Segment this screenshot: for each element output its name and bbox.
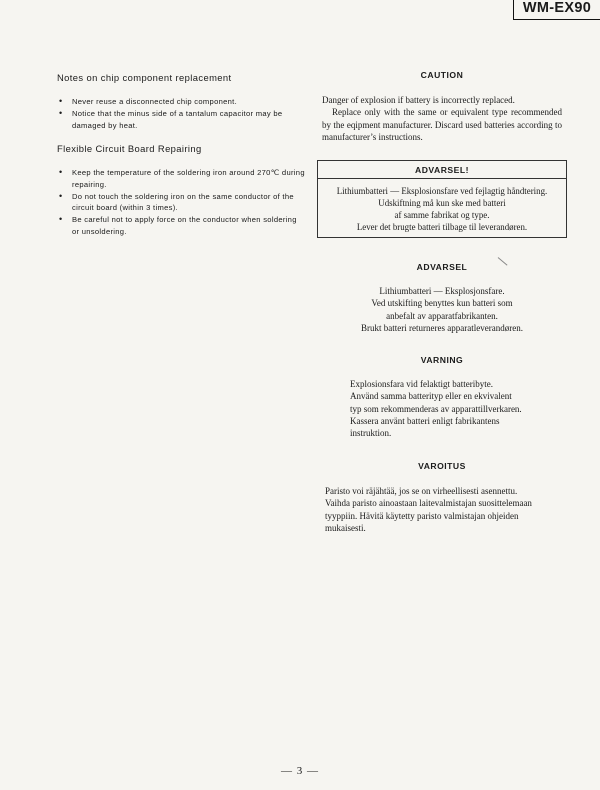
chip-notes-list — [58, 96, 310, 131]
advarsel-no-title: ADVARSEL — [416, 262, 468, 272]
text-line: Lithiumbatteri — Eksplosjonsfare. — [379, 286, 505, 296]
text-line: Kassera använt batteri enligt fabrikantens — [350, 415, 500, 426]
text-line: Udskiftning må kun ske med batteri — [378, 198, 506, 208]
chip-notes-title: Notes on chip component replacement — [57, 72, 232, 83]
text-line: tyyppiin. Hävitä käytetty paristo valmistajan ohjeiden — [325, 510, 519, 521]
varoitus-title: VAROITUS — [418, 461, 466, 471]
caution-line-2: Replace only with the same or equivalent type recommended by the eqipment manufacturer. Discard used batteries according to manufacturer’s instructions. — [322, 107, 562, 142]
list-item: • Never reuse a disconnected chip component. — [58, 96, 310, 108]
model-label: WM-EX90 — [513, 0, 600, 20]
caution-text — [322, 94, 562, 143]
text-line: Explosionsfara vid felaktigt batteribyte. — [350, 379, 493, 389]
flex-repair-title: Flexible Circuit Board Repairing — [57, 143, 202, 154]
text-line: Lever det brugte batteri tilbage til leverandøren. — [356, 222, 528, 232]
varning-title: VARNING — [420, 355, 464, 365]
varoitus-text — [325, 485, 570, 534]
page-number: — 3 — — [281, 765, 319, 777]
text-line: anbefalt av apparatfabrikanten. — [386, 310, 498, 321]
text-line: Använd samma batterityp eller en ekvivalent — [350, 391, 512, 402]
text-line: af samme fabrikat og type. — [394, 210, 490, 220]
flex-repair-list — [58, 167, 306, 238]
text-line: Paristo voi räjähtää, jos se on virheellisesti asennettu. — [325, 486, 518, 496]
list-item: • Do not touch the soldering iron on the same conductor of the circuit board (within 3 times). — [58, 191, 306, 215]
text-line: Lithiumbatteri — Eksplosionsfare ved fejlagtig håndtering. — [336, 186, 548, 196]
varning-text — [350, 378, 570, 439]
text-line: Ved utskifting benyttes kun batteri som — [371, 298, 513, 309]
advarsel-dk-box — [317, 160, 567, 238]
text-line: typ som rekommenderas av apparattillverkaren. — [350, 403, 522, 414]
divider — [318, 178, 566, 179]
text-line: Vaihda paristo ainoastaan laitevalmistajan suosittelemaan — [325, 498, 532, 509]
caution-title: CAUTION — [420, 70, 464, 80]
advarsel-dk-text — [318, 185, 566, 233]
text-line: Brukt batteri returneres apparatleverandøren. — [361, 322, 523, 333]
text-line: mukaisesti. — [325, 522, 366, 533]
list-item: • Be careful not to apply force on the conductor when soldering or unsoldering. — [58, 214, 306, 238]
advarsel-dk-title: ADVARSEL! — [415, 165, 469, 175]
caution-line-1: Danger of explosion if battery is incorrectly replaced. — [322, 95, 515, 105]
text-line: instruktion. — [350, 428, 392, 439]
list-item: • Notice that the minus side of a tantalum capacitor may be damaged by heat. — [58, 108, 310, 132]
advarsel-no-text — [322, 285, 562, 334]
list-item: • Keep the temperature of the soldering iron around 270℃ during repairing. — [58, 167, 306, 191]
